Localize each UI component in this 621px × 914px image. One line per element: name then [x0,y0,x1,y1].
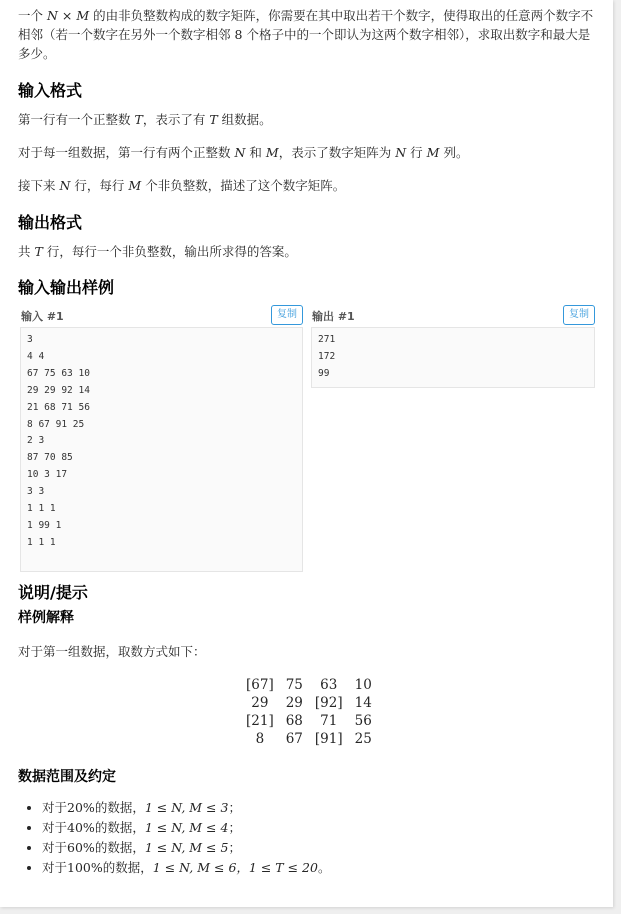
input-line: 1 1 1 [27,536,56,548]
matrix-row [240,730,378,748]
output-line: 271 [318,334,336,345]
copy-output-button[interactable]: 复制 [563,305,595,325]
intro-text: 的由非负整数构成的数字矩阵，你需要在其中取出若干个数字，使得取出的任意两个数字不相邻（若一个数字在另外一个数字相邻 [18,8,594,42]
hint-heading: 说明/提示 [18,583,88,602]
matrix-cell: [91] [314,731,343,747]
sample-output-block [311,301,595,388]
constraint-item: • 对于60%的数据，1 ≤ N, M ≤ 5； [42,838,330,858]
input-line: 3 3 [27,486,45,498]
constraint-item: • 对于40%的数据，1 ≤ N, M ≤ 4； [42,818,330,838]
matrix-cell: 29 [251,695,269,711]
matrix-cell: 56 [354,713,372,729]
problem-description [18,6,598,63]
constraint-item: • 对于100%的数据，1 ≤ N, M ≤ 6，1 ≤ T ≤ 20。 [42,858,330,878]
input-line: 21 68 71 56 [27,401,90,413]
matrix-cell: 75 [285,677,303,693]
input-line: 1 99 1 [27,519,62,531]
matrix-cell: 63 [320,677,338,693]
matrix-cell: 29 [285,695,303,711]
matrix-row [240,694,378,712]
matrix-cell: 14 [354,695,372,711]
sample-input-block [20,301,303,572]
input-format-line1: 第一行有一个正整数 T，表示了有 T 组数据。 [18,112,272,127]
input-line: 67 75 63 10 [27,367,90,379]
matrix-cell: [67] [246,677,274,693]
matrix-cell: 10 [354,677,372,693]
input-format-line3: 接下来 N 行，每行 M 个非负整数，描述了这个数字矩阵。 [18,178,346,193]
matrix-cell: [92] [314,695,343,711]
sample-explain-heading: 样例解释 [18,610,74,626]
matrix-cell: 8 [255,731,265,747]
sample-input-box [20,327,303,572]
output-format-line: 共 T 行，每行一个非负整数，输出所求得的答案。 [18,244,297,259]
matrix-row [240,676,378,694]
matrix-cell: 67 [285,731,303,747]
sample-output-title: 输出 #1 [312,310,355,323]
output-format-heading: 输出格式 [18,213,83,232]
input-line: 1 1 1 [27,503,56,515]
input-line: 87 70 85 [27,452,73,464]
intro-text: 一个 [18,8,44,23]
neighbor-count: 8 [234,27,243,42]
input-format-line2: 对于每一组数据，第一行有两个正整数 N 和 M，表示了数字矩阵为 N 行 M 列。 [18,145,469,160]
input-line: 2 3 [27,435,45,447]
constraints-list [18,798,330,878]
input-line: 10 3 17 [27,469,68,481]
matrix-cell: 68 [285,713,303,729]
matrix-cell: 25 [354,731,372,747]
output-line: 99 [318,367,330,379]
constraint-item: • 对于20%的数据，1 ≤ N, M ≤ 3； [42,798,330,818]
output-line: 172 [318,350,336,362]
input-line: 3 [27,334,33,345]
matrix-cell: 71 [320,713,338,729]
copy-input-button[interactable]: 复制 [271,305,303,325]
input-line: 8 67 91 25 [27,418,85,430]
samples-heading: 输入输出样例 [18,278,115,297]
intro-text: 个格子中的一个即认为这两个数字相邻），求取出数字和最大是多少。 [18,27,591,61]
matrix-row [240,712,378,730]
matrix-dims: N × M [47,8,90,23]
sample-explain-text: 对于第一组数据，取数方式如下： [18,644,206,659]
input-line: 4 4 [27,350,45,362]
explain-matrix [240,676,378,748]
sample-input-title: 输入 #1 [21,310,64,323]
constraints-heading: 数据范围及约定 [18,769,116,785]
input-format-heading: 输入格式 [18,81,83,100]
sample-output-box [311,327,595,388]
input-line: 29 29 92 14 [27,384,90,396]
matrix-cell: [21] [246,713,274,729]
